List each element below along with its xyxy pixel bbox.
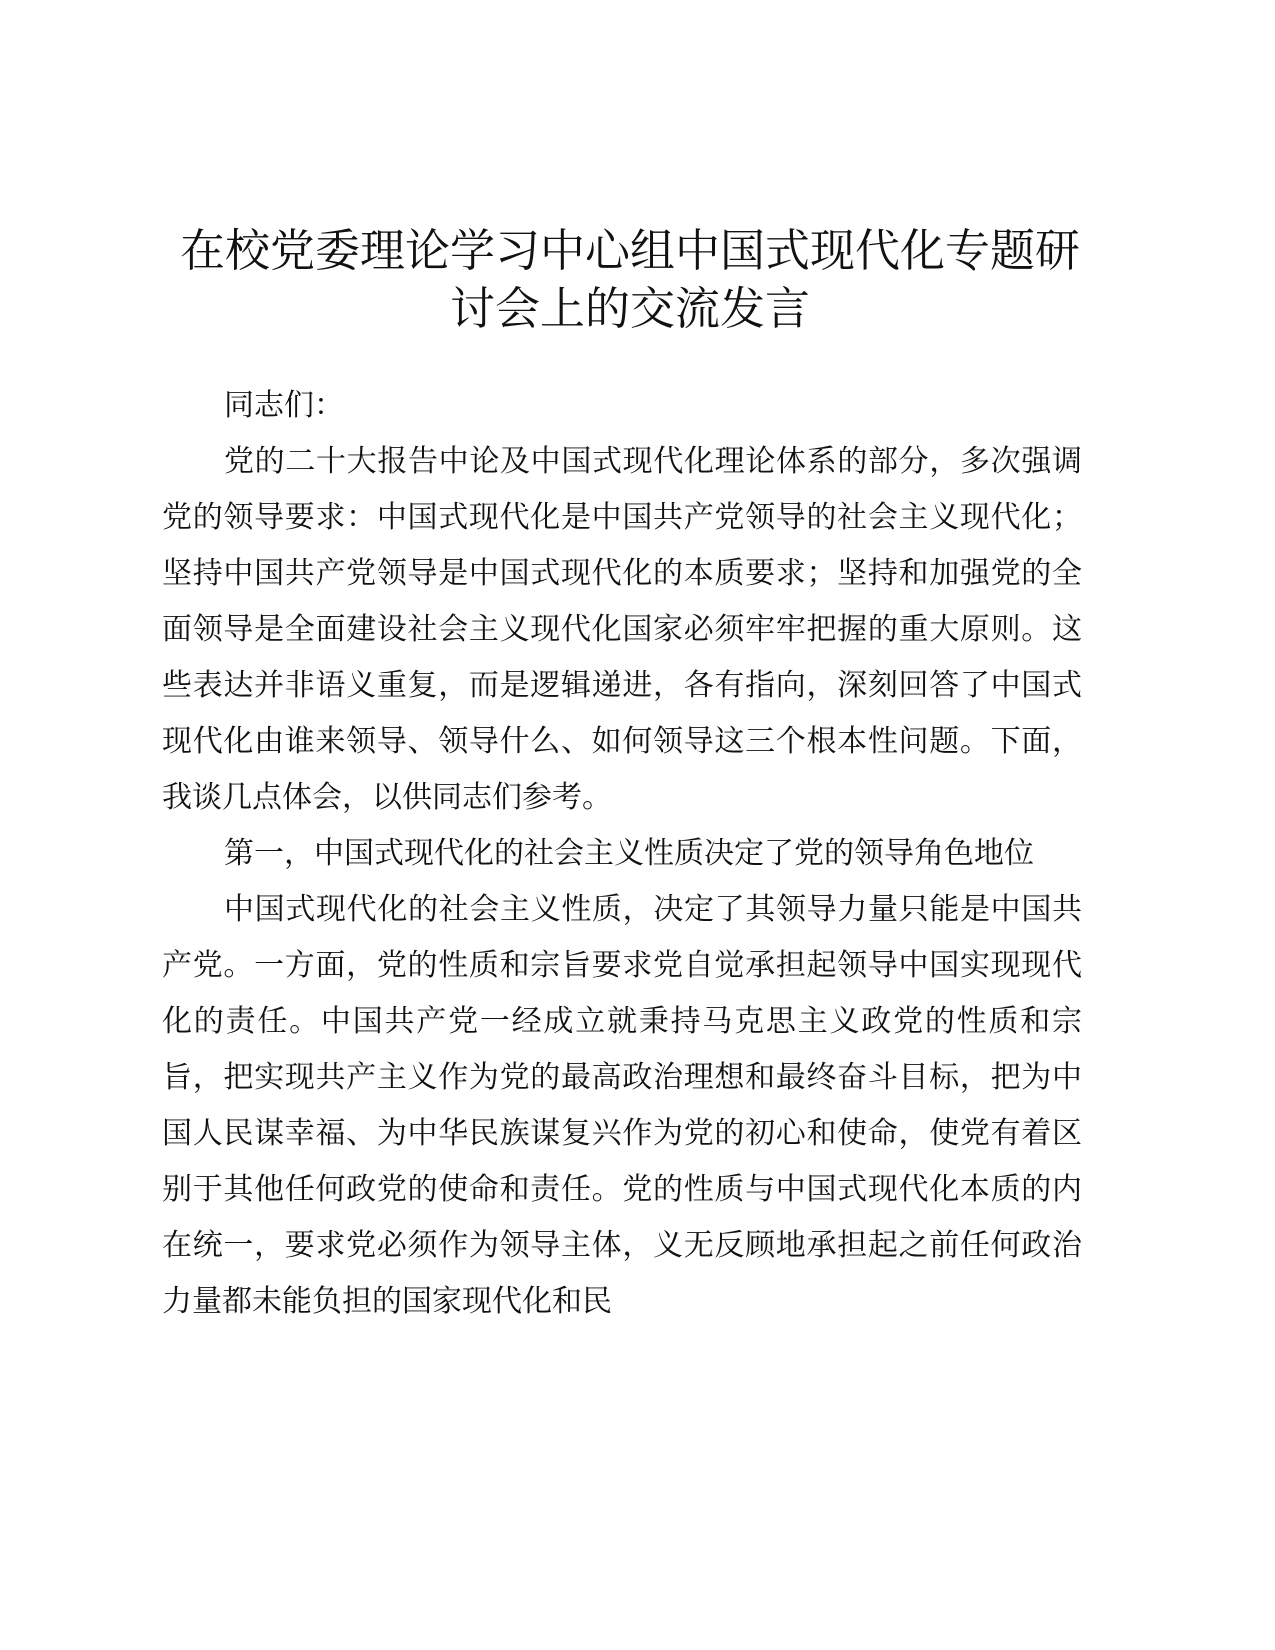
section-1-paragraph: 中国式现代化的社会主义性质，决定了其领导力量只能是中国共产党。一方面，党的性质和宗旨要求党自觉承担起领导中国实现现代化的责任。中国共产党一经成立就秉持马克思主义政党的性质和宗旨，把实现共产主义作为党的最高政治理想和最终奋斗目标，把为中国人民谋幸福、为中华民族谋复兴作为党的初心和使命，使党有着区别于其他任何政党的使命和责任。党的性质与中国式现代化本质的内在统一，要求党必须作为领导主体，义无反顾地承担起之前任何政治力量都未能负担的国家现代化和民 [162,892,1082,1319]
document-body [162,378,1082,1330]
document-title: 在校党委理论学习中心组中国式现代化专题研讨会上的交流发言 [179,224,1080,335]
intro-paragraph: 党的二十大报告中论及中国式现代化理论体系的部分，多次强调党的领导要求：中国式现代化是中国共产党领导的社会主义现代化；坚持中国共产党领导是中国式现代化的本质要求；坚持和加强党的全面领导是全面建设社会主义现代化国家必须牢牢把握的重大原则。这些表达并非语义重复，而是逻辑递进，各有指向，深刻回答了中国式现代化由谁来领导、领导什么、如何领导这三个根本性问题。下面，我谈几点体会，以供同志们参考。 [162,444,1082,815]
salutation-paragraph: 同志们： [224,388,344,423]
section-heading-1: 第一，中国式现代化的社会主义性质决定了党的领导角色地位 [224,836,1034,871]
